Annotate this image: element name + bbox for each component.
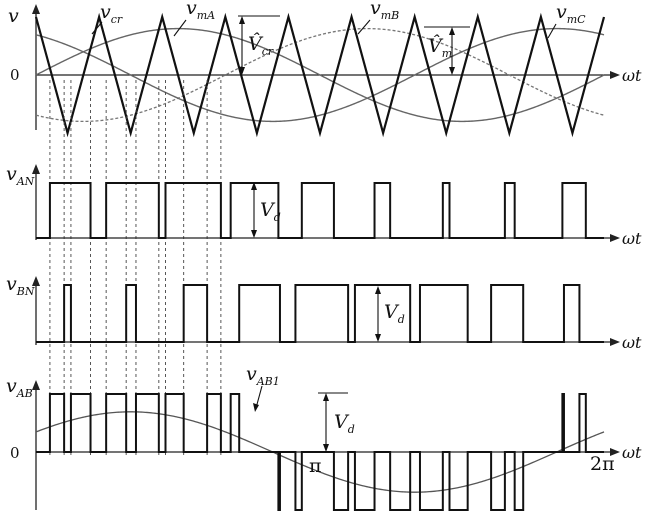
mod-peak-label: $V̂_m$ xyxy=(428,35,453,60)
van-panel xyxy=(6,163,642,248)
mod-b-label: $v_{mB}$ xyxy=(370,0,400,22)
vbn-pulse-train xyxy=(36,285,604,342)
van-y-arrow xyxy=(32,164,40,174)
van-dc-arrow-down xyxy=(251,230,257,238)
carrier-peak-arrow-up xyxy=(239,16,245,24)
carrier-peak-label: $V̂_{cr}$ xyxy=(248,33,274,58)
vab-x-label: ωt xyxy=(622,443,642,462)
vbn-panel xyxy=(6,273,642,352)
vab-y-label: $v_{AB}$ xyxy=(6,375,33,400)
carrier-panel-y-arrow xyxy=(32,4,40,14)
mod-a-label: $v_{mA}$ xyxy=(186,0,216,22)
vab-two-pi-label: 2π xyxy=(590,453,615,475)
vbn-dc-label: $V_d$ xyxy=(384,301,405,326)
vab-y-arrow xyxy=(32,380,40,390)
vbn-y-label: $v_{BN}$ xyxy=(6,273,35,298)
mod-c-label-leader xyxy=(548,24,556,38)
vbn-dc-arrow-up xyxy=(375,286,381,294)
carrier-panel-x-label: ωt xyxy=(622,66,642,85)
vab-fundamental-arrow xyxy=(253,403,259,412)
van-y-label: $v_{AN}$ xyxy=(6,163,35,188)
vab-fundamental-label: $v_{AB1}$ xyxy=(246,363,280,388)
mod-peak-arrow-up xyxy=(449,27,455,35)
carrier-panel-y-label: v xyxy=(8,5,19,27)
van-pulse-train xyxy=(36,183,604,238)
carrier-panel-zero-label: 0 xyxy=(10,66,20,84)
van-x-label: ωt xyxy=(622,229,642,248)
vbn-x-arrow xyxy=(610,338,620,346)
mod-peak-arrow-down xyxy=(449,67,455,75)
van-x-arrow xyxy=(610,234,620,242)
vab-pi-label: π xyxy=(309,455,322,477)
van-dc-label: $V_d$ xyxy=(260,199,281,224)
vab-panel xyxy=(6,363,642,510)
carrier-label: $v_{cr}$ xyxy=(100,1,123,26)
vab-dc-arrow-up xyxy=(323,393,329,401)
mod-c-label: $v_{mC}$ xyxy=(556,1,586,26)
carrier-panel-x-arrow xyxy=(610,71,620,79)
mod-b-label-leader xyxy=(358,20,370,34)
vab-dc-label: $V_d$ xyxy=(334,411,355,436)
vab-dc-arrow-down xyxy=(323,444,329,452)
vbn-dc-arrow-down xyxy=(375,334,381,342)
vbn-x-label: ωt xyxy=(622,333,642,352)
vab-zero-label: 0 xyxy=(10,444,20,462)
carrier-panel xyxy=(8,0,642,133)
